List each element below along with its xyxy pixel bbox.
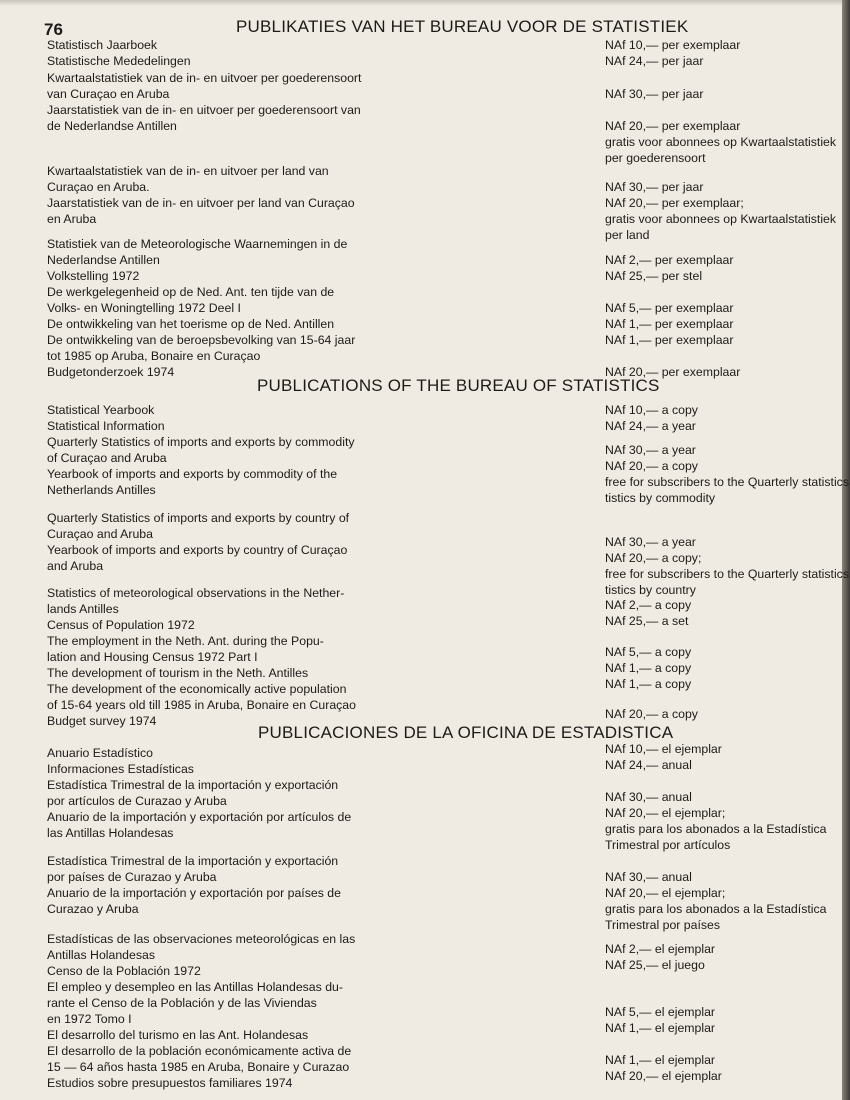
english-publication-price: NAf 20,— a copy bbox=[605, 707, 698, 721]
spanish-publication-title: Anuario Estadístico bbox=[47, 746, 153, 760]
spanish-publication-price: Trimestral por países bbox=[605, 918, 721, 932]
english-publication-price: NAf 24,— a year bbox=[605, 419, 696, 433]
dutch-publication-title: tot 1985 op Aruba, Bonaire en Curaçao bbox=[47, 349, 261, 363]
dutch-publication-price: NAf 10,— per exemplaar bbox=[605, 38, 741, 52]
dutch-publication-price: NAf 20,— per exemplaar; bbox=[605, 196, 744, 210]
english-publication-price: NAf 30,— a year bbox=[605, 443, 696, 457]
dutch-publication-price: NAf 1,— per exemplaar bbox=[605, 333, 734, 347]
dutch-publication-title: De ontwikkeling van het toerisme op de Ned. Antillen bbox=[47, 317, 335, 331]
spanish-publication-title: rante el Censo de la Población y de las Viviendas bbox=[47, 996, 317, 1010]
dutch-publication-price: NAf 25,— per stel bbox=[605, 269, 703, 283]
spanish-publication-title: en 1972 Tomo I bbox=[47, 1012, 132, 1026]
spanish-publication-price: NAf 1,— el ejemplar bbox=[605, 1021, 716, 1035]
spanish-publication-price: gratis para los abonados a la Estadística bbox=[605, 822, 827, 836]
dutch-publication-price: gratis voor abonnees op Kwartaalstatistiek bbox=[605, 135, 837, 149]
spanish-publication-title: por países de Curazao y Aruba bbox=[47, 870, 217, 884]
dutch-publication-title: Kwartaalstatistiek van de in- en uitvoer per goederensoort bbox=[47, 71, 362, 85]
english-publication-title: Statistics of meteorological observations in the Nether- bbox=[47, 586, 345, 600]
english-publication-title: Yearbook of imports and exports by commodity of the bbox=[47, 467, 338, 481]
dutch-publication-title: Volkstelling 1972 bbox=[47, 269, 140, 283]
spanish-publication-title: Curazao y Aruba bbox=[47, 902, 139, 916]
spanish-publication-price: NAf 24,— anual bbox=[605, 758, 692, 772]
english-publication-price: NAf 25,— a set bbox=[605, 614, 689, 628]
spanish-publication-price: NAf 25,— el juego bbox=[605, 958, 705, 972]
section-title-spanish: PUBLICACIONES DE LA OFICINA DE ESTADISTICA bbox=[258, 723, 674, 742]
english-publication-title: and Aruba bbox=[47, 559, 104, 573]
english-publication-price: NAf 20,— a copy bbox=[605, 459, 698, 473]
english-publication-title: of Curaçao and Aruba bbox=[47, 451, 167, 465]
dutch-publication-title: Budgetonderzoek 1974 bbox=[47, 365, 175, 379]
english-publication-price: NAf 30,— a year bbox=[605, 535, 696, 549]
english-publication-title: Netherlands Antilles bbox=[47, 483, 156, 497]
spanish-publication-title: Estadística Trimestral de la importación y exportación bbox=[47, 854, 339, 868]
spanish-publication-title: El desarrollo del turismo en las Ant. Holandesas bbox=[47, 1028, 309, 1042]
spanish-publication-price: NAf 30,— anual bbox=[605, 790, 692, 804]
spanish-publication-price: NAf 20,— el ejemplar bbox=[605, 1069, 722, 1083]
spanish-publication-price: NAf 10,— el ejemplar bbox=[605, 742, 722, 756]
dutch-publication-price: gratis voor abonnees op Kwartaalstatistiek bbox=[605, 212, 837, 226]
spanish-publication-title: Estudios sobre presupuestos familiares 1974 bbox=[47, 1076, 293, 1090]
spanish-publication-title: 15 — 64 años hasta 1985 en Aruba, Bonaire y Curazao bbox=[47, 1060, 350, 1074]
page-number: 76 bbox=[44, 20, 63, 39]
dutch-publication-title: Jaarstatistiek van de in- en uitvoer per land van Curaçao bbox=[47, 196, 355, 210]
dutch-publication-title: Kwartaalstatistiek van de in- en uitvoer per land van bbox=[47, 164, 329, 178]
english-publication-price: NAf 1,— a copy bbox=[605, 677, 692, 691]
english-publication-title: Budget survey 1974 bbox=[47, 714, 157, 728]
dutch-publication-title: Statistiek van de Meteorologische Waarnemingen in de bbox=[47, 237, 348, 251]
english-publication-title: Quarterly Statistics of imports and exports by country of bbox=[47, 511, 350, 525]
dutch-publication-title: en Aruba bbox=[47, 212, 97, 226]
english-publication-title: The employment in the Neth. Ant. during the Popu- bbox=[47, 634, 324, 648]
english-publication-price: NAf 5,— a copy bbox=[605, 645, 692, 659]
dutch-publication-price: NAf 20,— per exemplaar bbox=[605, 365, 741, 379]
dutch-publication-price: NAf 30,— per jaar bbox=[605, 87, 704, 101]
dutch-publication-title: Curaçao en Aruba. bbox=[47, 180, 150, 194]
english-publication-price: NAf 20,— a copy; bbox=[605, 551, 702, 565]
spanish-publication-title: Estadística Trimestral de la importación y exportación bbox=[47, 778, 339, 792]
spanish-publication-title: por artículos de Curazao y Aruba bbox=[47, 794, 227, 808]
spanish-publication-price: NAf 20,— el ejemplar; bbox=[605, 886, 726, 900]
dutch-publication-price: NAf 24,— per jaar bbox=[605, 54, 704, 68]
spanish-publication-price: gratis para los abonados a la Estadística bbox=[605, 902, 827, 916]
english-publication-title: Statistical Yearbook bbox=[47, 403, 155, 417]
dutch-publication-title: Volks- en Woningtelling 1972 Deel I bbox=[47, 301, 241, 315]
english-publication-price: NAf 10,— a copy bbox=[605, 403, 698, 417]
book-binding-edge bbox=[842, 0, 850, 1100]
page-top-shadow bbox=[0, 0, 850, 6]
english-publication-price: free for subscribers to the Quarterly statistics bbox=[605, 475, 849, 489]
section-title-english: PUBLICATIONS OF THE BUREAU OF STATISTICS bbox=[257, 376, 660, 395]
dutch-publication-title: De werkgelegenheid op de Ned. Ant. ten tijde van de bbox=[47, 285, 335, 299]
english-publication-title: Census of Population 1972 bbox=[47, 618, 195, 632]
english-publication-price: tistics by country bbox=[605, 583, 696, 597]
dutch-publication-title: Jaarstatistiek van de in- en uitvoer per goederensoort van bbox=[47, 103, 361, 117]
english-publication-title: The development of tourism in the Neth. Antilles bbox=[47, 666, 309, 680]
dutch-publication-title: Nederlandse Antillen bbox=[47, 253, 160, 267]
spanish-publication-title: Estadísticas de las observaciones meteorológicas en las bbox=[47, 932, 356, 946]
english-publication-title: Quarterly Statistics of imports and exports by commodity bbox=[47, 435, 355, 449]
english-publication-price: NAf 1,— a copy bbox=[605, 661, 692, 675]
dutch-publication-price: per land bbox=[605, 228, 650, 242]
english-publication-title: Yearbook of imports and exports by country of Curaçao bbox=[47, 543, 348, 557]
english-publication-title: of 15-64 years old till 1985 in Aruba, Bonaire en Curaçao bbox=[47, 698, 356, 712]
dutch-publication-title: Statistische Mededelingen bbox=[47, 54, 191, 68]
spanish-publication-title: Anuario de la importación y exportación por artículos de bbox=[47, 810, 352, 824]
english-publication-title: lation and Housing Census 1972 Part I bbox=[47, 650, 258, 664]
spanish-publication-title: Censo de la Población 1972 bbox=[47, 964, 201, 978]
dutch-publication-price: NAf 2,— per exemplaar bbox=[605, 253, 734, 267]
dutch-publication-title: de Nederlandse Antillen bbox=[47, 119, 177, 133]
dutch-publication-price: per goederensoort bbox=[605, 151, 706, 165]
spanish-publication-title: El empleo y desempleo en las Antillas Holandesas du- bbox=[47, 980, 343, 994]
spanish-publication-price: NAf 1,— el ejemplar bbox=[605, 1053, 716, 1067]
dutch-publication-title: Statistisch Jaarboek bbox=[47, 38, 158, 52]
dutch-publication-title: De ontwikkeling van de beroepsbevolking van 15-64 jaar bbox=[47, 333, 356, 347]
spanish-publication-price: NAf 30,— anual bbox=[605, 870, 692, 884]
spanish-publication-title: Antillas Holandesas bbox=[47, 948, 156, 962]
dutch-publication-price: NAf 5,— per exemplaar bbox=[605, 301, 734, 315]
dutch-publication-price: NAf 1,— per exemplaar bbox=[605, 317, 734, 331]
dutch-publication-price: NAf 30,— per jaar bbox=[605, 180, 704, 194]
dutch-publication-title: van Curaçao en Aruba bbox=[47, 87, 170, 101]
spanish-publication-title: las Antillas Holandesas bbox=[47, 826, 174, 840]
english-publication-price: NAf 2,— a copy bbox=[605, 598, 692, 612]
spanish-publication-price: NAf 5,— el ejemplar bbox=[605, 1005, 716, 1019]
english-publication-price: free for subscribers to the Quarterly statistics bbox=[605, 567, 849, 581]
english-publication-title: The development of the economically active population bbox=[47, 682, 347, 696]
section-title-dutch: PUBLIKATIES VAN HET BUREAU VOOR DE STATISTIEK bbox=[236, 17, 689, 36]
spanish-publication-price: NAf 2,— el ejemplar bbox=[605, 942, 716, 956]
spanish-publication-title: Anuario de la importación y exportación por países de bbox=[47, 886, 341, 900]
dutch-publication-price: NAf 20,— per exemplaar bbox=[605, 119, 741, 133]
spanish-publication-title: El desarrollo de la población económicamente activa de bbox=[47, 1044, 352, 1058]
spanish-publication-price: Trimestral por artículos bbox=[605, 838, 731, 852]
english-publication-title: Statistical Information bbox=[47, 419, 165, 433]
english-publication-price: tistics by commodity bbox=[605, 491, 716, 505]
spanish-publication-price: NAf 20,— el ejemplar; bbox=[605, 806, 726, 820]
english-publication-title: Curaçao and Aruba bbox=[47, 527, 153, 541]
spanish-publication-title: Informaciones Estadísticas bbox=[47, 762, 194, 776]
english-publication-title: lands Antilles bbox=[47, 602, 119, 616]
